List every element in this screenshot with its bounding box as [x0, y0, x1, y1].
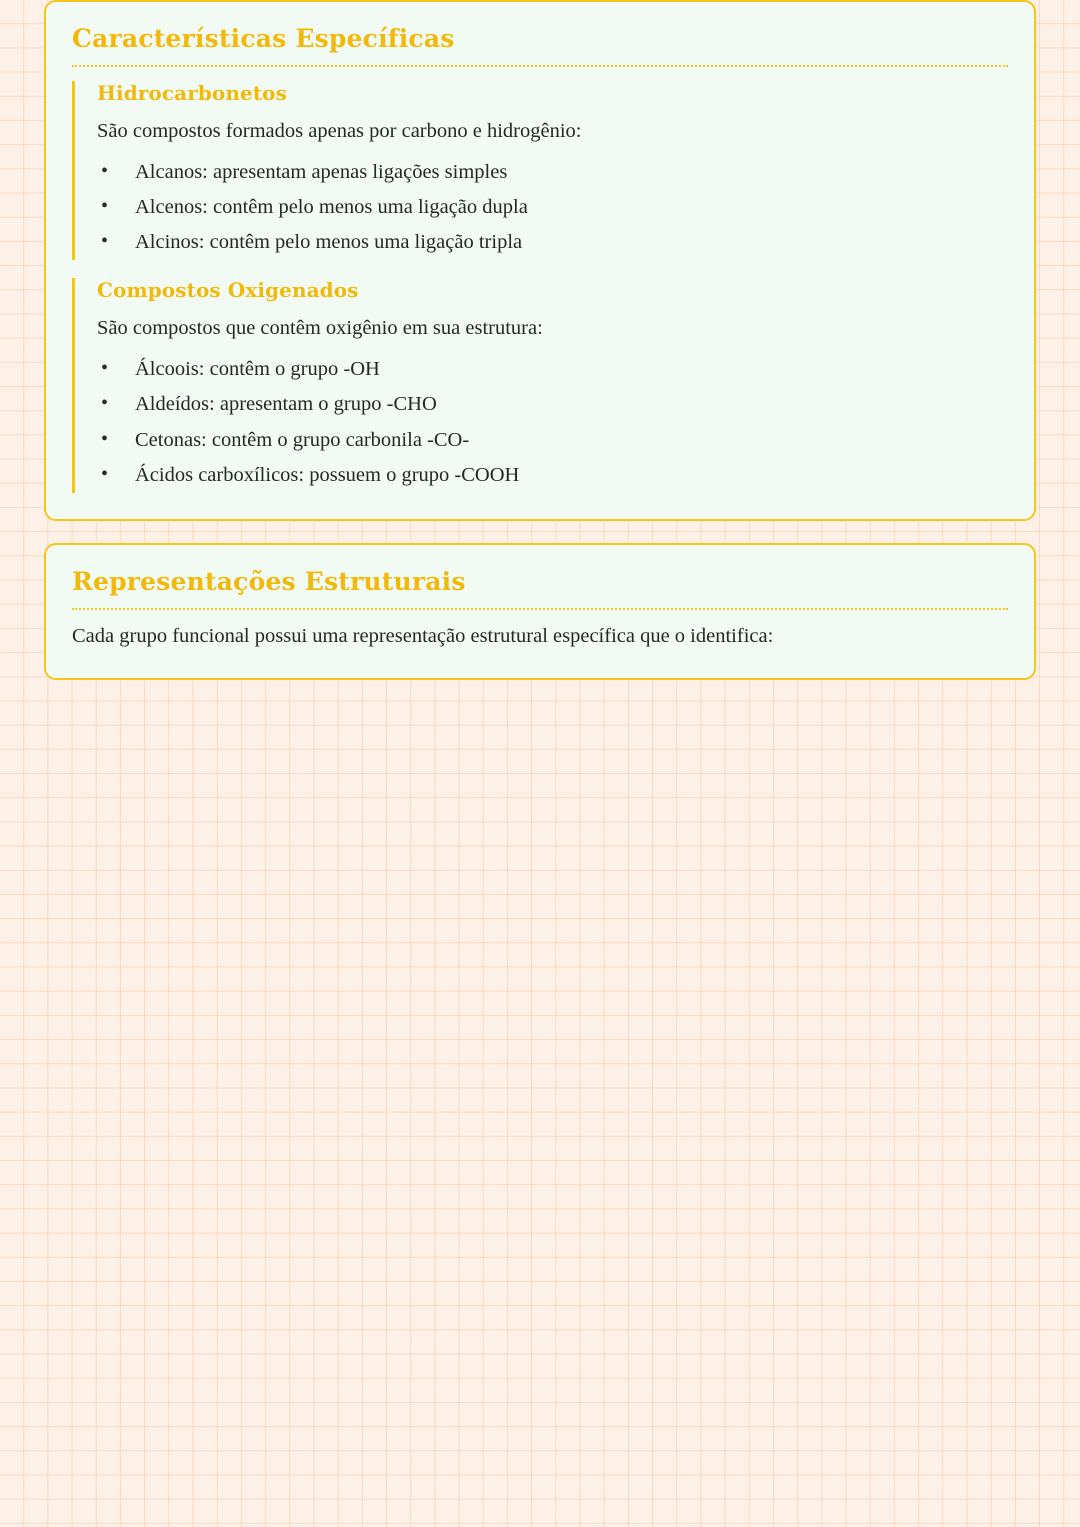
list-compostos-oxigenados — [97, 352, 1008, 493]
list-hidrocarbonetos — [97, 155, 1008, 261]
list-item: • Ácidos carboxílicos: possuem o grupo -COOH — [97, 458, 1008, 493]
list-item: • Alcenos: contêm pelo menos uma ligação dupla — [97, 190, 1008, 225]
subsection-intro-compostos-oxigenados: São compostos que contêm oxigênio em sua estrutura: — [97, 317, 543, 340]
list-item: • Alcinos: contêm pelo menos uma ligação tripla — [97, 225, 1008, 260]
card-representacoes-estruturais — [44, 543, 1036, 680]
card-caracteristicas-especificas — [44, 0, 1036, 521]
list-item: • Alcanos: apresentam apenas ligações simples — [97, 155, 1008, 190]
list-item: • Aldeídos: apresentam o grupo -CHO — [97, 387, 1008, 422]
subsection-hidrocarbonetos — [72, 81, 1008, 260]
subsection-compostos-oxigenados — [72, 278, 1008, 493]
section-title-representacoes-estruturais: Representações Estruturais — [72, 567, 1008, 610]
list-item: • Álcoois: contêm o grupo -OH — [97, 352, 1008, 387]
list-item: • Cetonas: contêm o grupo carbonila -CO- — [97, 423, 1008, 458]
page-title: Características Específicas — [72, 24, 1008, 67]
subsection-title-compostos-oxigenados: Compostos Oxigenados — [97, 278, 359, 303]
subsection-title-hidrocarbonetos: Hidrocarbonetos — [97, 81, 287, 105]
section-body-representacoes-estruturais: Cada grupo funcional possui uma representação estrutural específica que o identifica: — [72, 625, 774, 648]
subsection-intro-hidrocarbonetos: São compostos formados apenas por carbono e hidrogênio: — [97, 120, 582, 142]
